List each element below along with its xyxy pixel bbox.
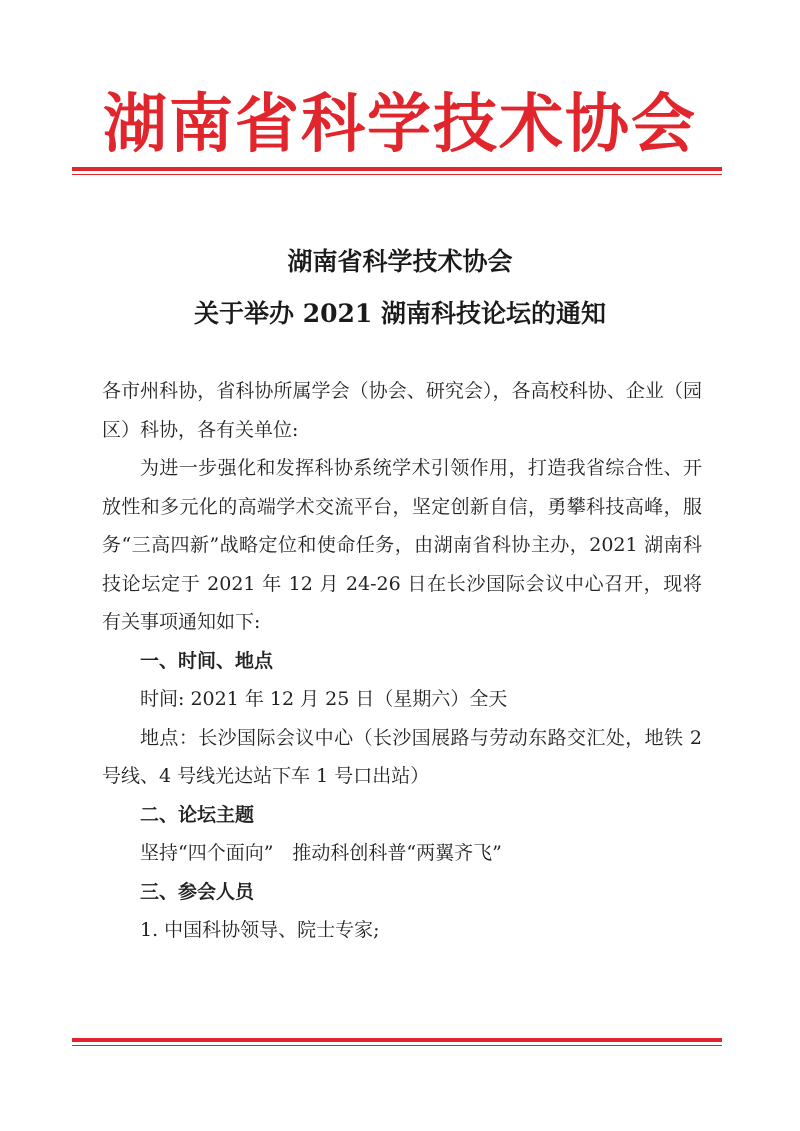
section-heading-attendees: 三、参会人员 bbox=[140, 880, 255, 903]
salutation: 各市州科协，省科协所属学会（协会、研究会），各高校科协、企业（园区）科协，各有关单位: bbox=[102, 380, 702, 441]
intro-paragraph: 为进一步强化和发挥科协系统学术引领作用，打造我省综合性、开放性和多元化的高端学术交流平台，坚定创新自信，勇攀科技高峰，服务“三高四新”战略定位和使命任务，由湖南省科协主办，2021 湖南科技论坛定于 2021 年 12 月 24-26 日在长沙国际会议中心召开，现将有关事项通知如下: bbox=[102, 457, 702, 633]
event-location: 地点：长沙国际会议中心（长沙国展路与劳动东路交汇处，地铁 2 号线、4 号线光达站下车 1 号口出站） bbox=[102, 726, 702, 787]
header-divider bbox=[72, 167, 722, 171]
forum-theme: 坚持“四个面向” 推动科创科普“两翼齐飞” bbox=[140, 842, 502, 864]
event-time: 时间: 2021 年 12 月 25 日（星期六）全天 bbox=[140, 688, 508, 710]
document-body bbox=[102, 372, 702, 950]
section-heading-theme: 二、论坛主题 bbox=[140, 803, 255, 826]
attendee-item: 1. 中国科协领导、院士专家; bbox=[140, 919, 380, 941]
document-title-line1: 湖南省科学技术协会 bbox=[287, 247, 513, 276]
document-title-line2: 关于举办 2021 湖南科技论坛的通知 bbox=[194, 299, 606, 328]
footer-divider bbox=[72, 1038, 722, 1042]
organization-header: 湖南省科学技术协会 bbox=[103, 88, 697, 162]
section-heading-time-location: 一、时间、地点 bbox=[140, 649, 274, 672]
